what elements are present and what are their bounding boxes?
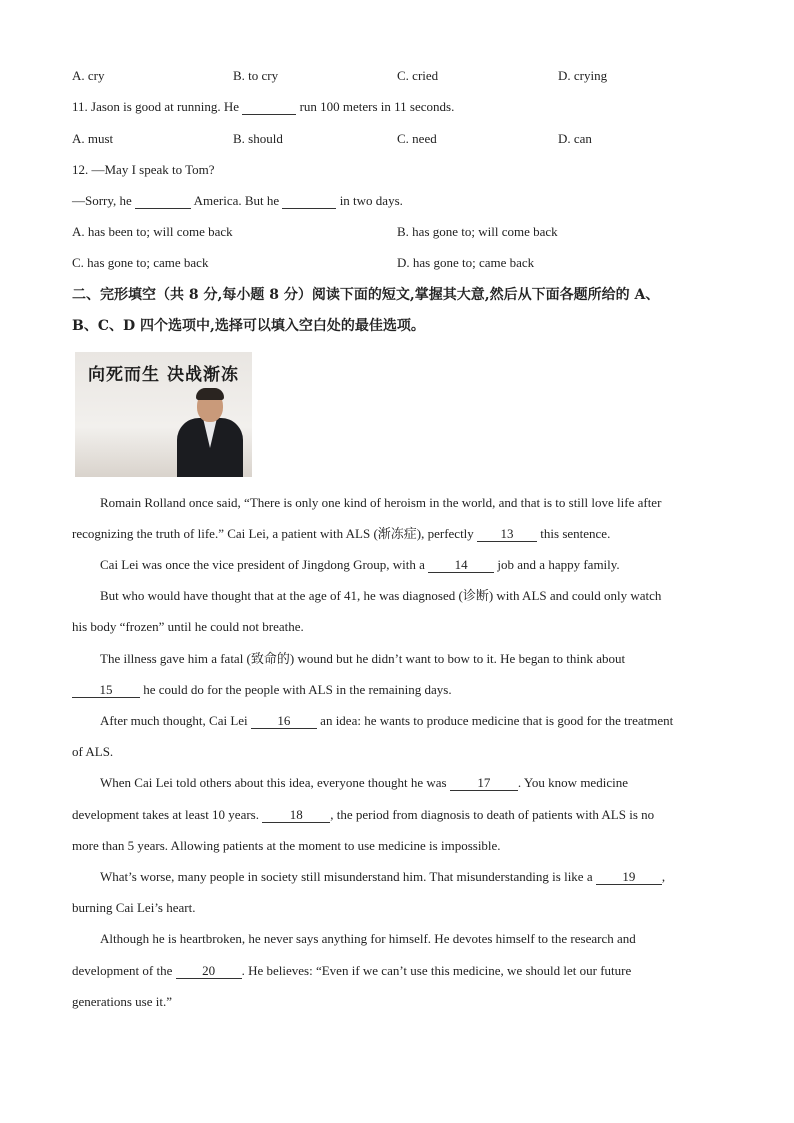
q11-option-b: B. should xyxy=(233,131,283,146)
question-12-text-c: in two days. xyxy=(339,193,403,208)
passage-p8-line1: Although he is heartbroken, he never says anything for himself. He devotes himself to the research and xyxy=(100,931,636,946)
q11-option-c: C. need xyxy=(397,131,437,146)
passage-text: . You know medicine xyxy=(517,775,628,790)
question-12-line1: 12. —May I speak to Tom? xyxy=(72,162,215,177)
question-12-blank-1 xyxy=(135,194,191,209)
passage-p6-line3: more than 5 years. Allowing patients at the moment to use medicine is impossible. xyxy=(72,838,501,853)
passage-text: Cai Lei was once the vice president of Jingdong Group, with a xyxy=(100,557,425,572)
passage-p7-line2: burning Cai Lei’s heart. xyxy=(72,900,196,915)
blank-16: 16 xyxy=(251,714,317,729)
q10-option-b: B. to cry xyxy=(233,68,279,83)
q12-option-a: A. has been to; will come back xyxy=(72,224,233,239)
section-2-title-line2: B、C、D 四个选项中,选择可以填入空白处的最佳选项。 xyxy=(72,318,425,334)
passage-p1-line2 xyxy=(72,526,722,542)
q11-option-d: D. can xyxy=(558,131,592,146)
passage-p6-line1 xyxy=(72,775,750,791)
passage-p4-line2 xyxy=(72,682,722,698)
passage-text: recognizing the truth of life.” Cai Lei, a patient with ALS (渐冻症), perfectly xyxy=(72,526,474,541)
blank-13: 13 xyxy=(477,527,537,542)
question-12-blank-2 xyxy=(282,194,336,209)
question-11-blank xyxy=(242,100,296,115)
question-11 xyxy=(72,99,454,115)
passage-text: this sentence. xyxy=(540,526,611,541)
passage-p5-line2: of ALS. xyxy=(72,744,114,759)
q10-option-d: D. crying xyxy=(558,68,608,83)
passage-p3-line2: his body “frozen” until he could not breathe. xyxy=(72,619,304,634)
q10-option-a: A. cry xyxy=(72,68,105,83)
passage-text: development of the xyxy=(72,963,173,978)
passage-text: After much thought, Cai Lei xyxy=(100,713,248,728)
q12-option-b: B. has gone to; will come back xyxy=(397,224,558,239)
question-12-line2 xyxy=(72,193,403,209)
blank-17: 17 xyxy=(450,776,518,791)
passage-p3-line1: But who would have thought that at the age of 41, he was diagnosed (诊断) with ALS and could only watch xyxy=(100,588,662,603)
passage-text: job and a happy family. xyxy=(497,557,620,572)
passage-p5-line1 xyxy=(72,713,750,729)
q11-option-a: A. must xyxy=(72,131,114,146)
passage-text: . He believes: “Even if we can’t use this medicine, we should let our future xyxy=(241,963,632,978)
passage-text: he could do for the people with ALS in the remaining days. xyxy=(143,682,452,697)
passage-text: , the period from diagnosis to death of patients with ALS is no xyxy=(330,807,655,822)
section-2-title-line1: 二、完形填空（共 8 分,每小题 8 分）阅读下面的短文,掌握其大意,然后从下面各题所给的 A、 xyxy=(72,287,660,303)
passage-p2 xyxy=(72,557,750,573)
person-hair xyxy=(196,388,224,400)
passage-p8-line3: generations use it.” xyxy=(72,994,172,1009)
passage-p8-line2 xyxy=(72,963,722,979)
passage-text: an idea: he wants to produce medicine that is good for the treatment xyxy=(320,713,674,728)
passage-text: When Cai Lei told others about this idea, everyone thought he was xyxy=(100,775,447,790)
question-12-text-b: America. But he xyxy=(193,193,280,208)
q12-option-d: D. has gone to; came back xyxy=(397,255,535,270)
passage-p4-line1: The illness gave him a fatal (致命的) wound but he didn’t want to bow to it. He began to think about xyxy=(100,651,626,666)
blank-20: 20 xyxy=(176,964,242,979)
passage-photo xyxy=(75,352,252,477)
question-11-text-after: run 100 meters in 11 seconds. xyxy=(299,99,455,114)
blank-14: 14 xyxy=(428,558,494,573)
blank-18: 18 xyxy=(262,808,330,823)
blank-19: 19 xyxy=(596,870,662,885)
passage-text: What’s worse, many people in society still misunderstand him. That misunderstanding is like a xyxy=(100,869,593,884)
q12-option-c: C. has gone to; came back xyxy=(72,255,209,270)
question-11-text-before: 11. Jason is good at running. He xyxy=(72,99,240,114)
passage-p7-line1 xyxy=(72,869,750,885)
passage-text: development takes at least 10 years. xyxy=(72,807,259,822)
photo-banner-text: 向死而生 决战渐冻 xyxy=(88,365,239,385)
q10-option-c: C. cried xyxy=(397,68,439,83)
blank-15: 15 xyxy=(72,683,140,698)
passage-p1-line1: Romain Rolland once said, “There is only one kind of heroism in the world, and that is to still love life after xyxy=(100,495,662,510)
question-12-text-a: —Sorry, he xyxy=(72,193,132,208)
passage-text: , xyxy=(661,869,666,884)
passage-p6-line2 xyxy=(72,807,722,823)
